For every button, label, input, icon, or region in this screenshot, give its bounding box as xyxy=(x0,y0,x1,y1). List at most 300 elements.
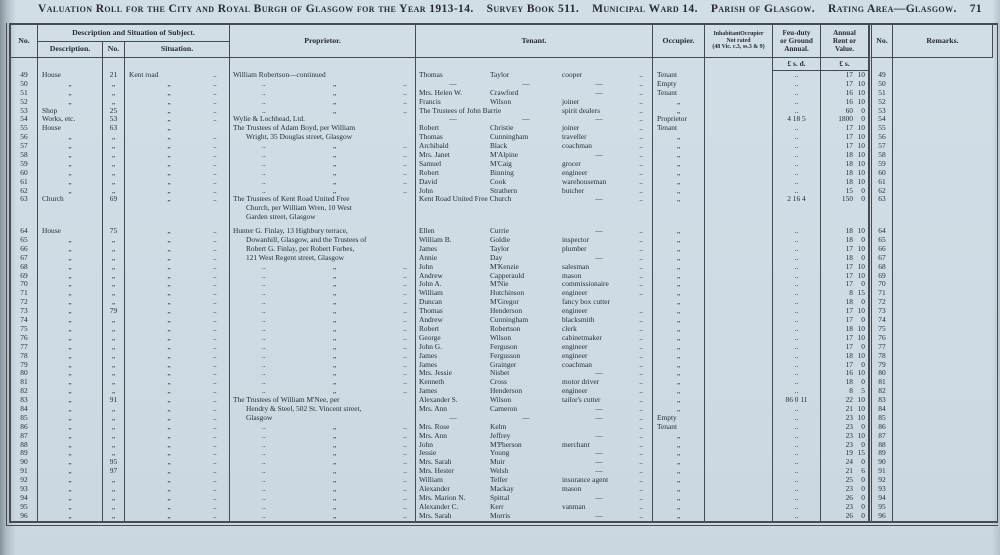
cell-tenant: Robert Robertson clerk .. xyxy=(416,325,653,334)
cell-proprietor: .. „ .. xyxy=(230,423,416,432)
cell-proprietor: .. „ .. xyxy=(230,343,416,352)
cell-feu-duty: .. xyxy=(773,142,821,151)
cell-remarks xyxy=(893,352,993,361)
cell-house-no: „ xyxy=(103,98,125,107)
cell-proprietor: .. „ .. xyxy=(230,458,416,467)
cell-no: 55 xyxy=(11,124,38,133)
cell-tenant: — — — .. xyxy=(416,115,653,124)
cell-no: 83 xyxy=(11,396,38,405)
table-row xyxy=(11,343,997,352)
cell-feu-duty: .. xyxy=(773,503,821,512)
cell-row-no: 71 xyxy=(869,289,893,298)
table-row xyxy=(11,494,997,503)
cell-row-no: 92 xyxy=(869,476,893,485)
cell-description: House xyxy=(38,124,103,133)
cell-tenant: William B. Goldie inspector .. xyxy=(416,236,653,245)
cell-tenant: Duncan M'Gregor fancy box cutter xyxy=(416,298,653,307)
cell-inhabitant-occupier xyxy=(705,441,773,450)
cell-situation: „ .. xyxy=(125,142,230,151)
table-row xyxy=(11,352,997,361)
cell-proprietor: .. „ .. xyxy=(230,280,416,289)
cell-proprietor: .. „ .. xyxy=(230,263,416,272)
cell-house-no: „ xyxy=(103,187,125,196)
cell-tenant: John Strathern butcher .. xyxy=(416,187,653,196)
cell-remarks xyxy=(893,414,993,423)
title-parish: Parish of Glasgow. xyxy=(710,3,816,15)
cell-no: 62 xyxy=(11,187,38,196)
cell-remarks xyxy=(893,503,993,512)
cell-house-no: „ xyxy=(103,245,125,254)
cell-inhabitant-occupier xyxy=(705,254,773,263)
cell-description: „ xyxy=(38,467,103,476)
cell-inhabitant-occupier xyxy=(705,195,773,204)
cell-feu-duty: .. xyxy=(773,298,821,307)
cell-inhabitant-occupier xyxy=(705,467,773,476)
cell-annual-rent: 16 10 xyxy=(821,98,869,107)
cell-no: 56 xyxy=(11,133,38,142)
cell-inhabitant-occupier xyxy=(705,98,773,107)
cell-occupier: Tenant xyxy=(653,89,705,98)
table-row xyxy=(11,227,997,236)
cell-description: „ xyxy=(38,405,103,414)
cell-row-no: 49 xyxy=(869,71,893,80)
cell-description: „ xyxy=(38,245,103,254)
cell-situation: „ .. xyxy=(125,107,230,116)
cell-annual-rent: 17 10 xyxy=(821,71,869,80)
cell-proprietor: .. „ .. xyxy=(230,98,416,107)
cell-row-no: 96 xyxy=(869,512,893,521)
cell-house-no: „ xyxy=(103,272,125,281)
table-row xyxy=(11,98,997,107)
cell-remarks xyxy=(893,107,993,116)
page-title xyxy=(38,3,982,15)
cell-annual-rent: 17 10 xyxy=(821,272,869,281)
table-row xyxy=(11,307,997,316)
cell-proprietor: Hendry & Steel, 502 St. Vincent street, xyxy=(230,405,416,414)
header-remarks: Remarks. xyxy=(893,25,993,58)
cell-proprietor: .. „ .. xyxy=(230,361,416,370)
cell-inhabitant-occupier xyxy=(705,204,773,213)
cell-feu-duty: .. xyxy=(773,449,821,458)
cell-proprietor: Glasgow xyxy=(230,414,416,423)
table-row xyxy=(11,512,997,521)
cell-inhabitant-occupier xyxy=(705,71,773,80)
cell-remarks xyxy=(893,432,993,441)
cell-occupier: „ xyxy=(653,133,705,142)
cell-proprietor: .. „ .. xyxy=(230,187,416,196)
cell-house-no: 21 xyxy=(103,71,125,80)
table-row xyxy=(11,89,997,98)
cell-remarks xyxy=(893,160,993,169)
cell-occupier: „ xyxy=(653,396,705,405)
cell-annual-rent: 18 10 xyxy=(821,178,869,187)
cell-feu-duty: .. xyxy=(773,89,821,98)
cell-occupier: „ xyxy=(653,236,705,245)
cell-feu-duty: .. xyxy=(773,80,821,89)
cell-remarks xyxy=(893,142,993,151)
cell-proprietor: .. „ .. xyxy=(230,142,416,151)
cell-occupier: „ xyxy=(653,343,705,352)
cell-feu-duty: 2 16 4 xyxy=(773,195,821,204)
cell-tenant: Annie Day — .. xyxy=(416,254,653,263)
cell-occupier: „ xyxy=(653,432,705,441)
cell-tenant: David Cook warehouseman .. xyxy=(416,178,653,187)
cell-inhabitant-occupier xyxy=(705,396,773,405)
cell-remarks xyxy=(893,307,993,316)
cell-situation: „ .. xyxy=(125,396,230,405)
cell-annual-rent: 19 15 xyxy=(821,449,869,458)
cell-remarks xyxy=(893,245,993,254)
cell-occupier: „ xyxy=(653,476,705,485)
cell-inhabitant-occupier xyxy=(705,133,773,142)
cell-row-no: 82 xyxy=(869,387,893,396)
cell-row-no: 89 xyxy=(869,449,893,458)
cell-feu-duty: .. xyxy=(773,289,821,298)
cell-occupier: „ xyxy=(653,494,705,503)
cell-description: „ xyxy=(38,494,103,503)
cell-annual-rent: 18 0 xyxy=(821,378,869,387)
cell-situation: „ .. xyxy=(125,449,230,458)
cell-description: „ xyxy=(38,142,103,151)
header-occupier: Occupier. xyxy=(653,25,705,58)
cell-feu-duty: .. xyxy=(773,378,821,387)
cell-inhabitant-occupier xyxy=(705,512,773,521)
cell-house-no: „ xyxy=(103,512,125,521)
cell-no: 80 xyxy=(11,369,38,378)
cell-proprietor: .. „ .. xyxy=(230,503,416,512)
cell-row-no: 88 xyxy=(869,441,893,450)
cell-occupier: „ xyxy=(653,467,705,476)
cell-house-no: 63 xyxy=(103,124,125,133)
cell-inhabitant-occupier xyxy=(705,280,773,289)
cell-tenant: Kent Road United Free Church — .. xyxy=(416,195,653,204)
table-row xyxy=(11,441,997,450)
cell-no: 79 xyxy=(11,361,38,370)
cell-description: „ xyxy=(38,272,103,281)
cell-situation: „ .. xyxy=(125,414,230,423)
cell-description: „ xyxy=(38,512,103,521)
cell-occupier: „ xyxy=(653,289,705,298)
cell-no: 63 xyxy=(11,195,38,204)
cell-proprietor: .. „ .. xyxy=(230,80,416,89)
cell-proprietor: .. „ .. xyxy=(230,160,416,169)
cell-description: „ xyxy=(38,236,103,245)
cell-situation: „ xyxy=(125,124,230,133)
cell-occupier: „ xyxy=(653,151,705,160)
cell-remarks xyxy=(893,263,993,272)
cell-no: 53 xyxy=(11,107,38,116)
cell-no: 70 xyxy=(11,280,38,289)
cell-remarks xyxy=(893,169,993,178)
cell-house-no: „ xyxy=(103,449,125,458)
cell-feu-duty: .. xyxy=(773,467,821,476)
cell-row-no: 76 xyxy=(869,334,893,343)
cell-situation: „ .. xyxy=(125,361,230,370)
cell-house-no: „ xyxy=(103,89,125,98)
cell-row-no xyxy=(869,213,893,222)
cell-description: House xyxy=(38,227,103,236)
table-row xyxy=(11,476,997,485)
cell-tenant xyxy=(416,213,653,222)
cell-house-no: „ xyxy=(103,169,125,178)
cell-row-no: 79 xyxy=(869,361,893,370)
cell-row-no: 58 xyxy=(869,151,893,160)
cell-house-no: 75 xyxy=(103,227,125,236)
cell-feu-duty: .. xyxy=(773,369,821,378)
cell-occupier: „ xyxy=(653,263,705,272)
cell-situation: „ .. xyxy=(125,245,230,254)
cell-situation: „ .. xyxy=(125,195,230,204)
cell-remarks xyxy=(893,236,993,245)
cell-house-no: „ xyxy=(103,369,125,378)
cell-remarks xyxy=(893,151,993,160)
cell-house-no: „ xyxy=(103,352,125,361)
cell-feu-duty: .. xyxy=(773,361,821,370)
cell-description: Church xyxy=(38,195,103,204)
cell-house-no: 91 xyxy=(103,396,125,405)
cell-row-no: 57 xyxy=(869,142,893,151)
cell-description: „ xyxy=(38,133,103,142)
table-row xyxy=(11,396,997,405)
cell-no: 67 xyxy=(11,254,38,263)
table-row xyxy=(11,458,997,467)
cell-no: 54 xyxy=(11,115,38,124)
cell-annual-rent: 17 0 xyxy=(821,343,869,352)
cell-situation: „ .. xyxy=(125,254,230,263)
cell-situation: „ .. xyxy=(125,352,230,361)
cell-tenant: John G. Ferguson engineer .. xyxy=(416,343,653,352)
cell-proprietor: .. „ .. xyxy=(230,107,416,116)
header-no2: No. xyxy=(869,25,893,58)
ledger-body xyxy=(11,71,997,521)
cell-occupier: „ xyxy=(653,169,705,178)
cell-tenant: Archibald Black coachman .. xyxy=(416,142,653,151)
cell-no: 68 xyxy=(11,263,38,272)
cell-proprietor: .. „ .. xyxy=(230,352,416,361)
cell-remarks xyxy=(893,80,993,89)
cell-tenant: Mrs. Janet M'Alpine — .. xyxy=(416,151,653,160)
header-annual-rent: Annual Rent or Value. xyxy=(821,25,869,58)
cell-feu-duty: .. xyxy=(773,476,821,485)
cell-situation: „ .. xyxy=(125,227,230,236)
cell-inhabitant-occupier xyxy=(705,142,773,151)
cell-description: „ xyxy=(38,343,103,352)
cell-tenant: Samuel M'Caig grocer .. xyxy=(416,160,653,169)
cell-house-no: „ xyxy=(103,325,125,334)
table-row xyxy=(11,124,997,133)
cell-no: 77 xyxy=(11,343,38,352)
cell-row-no: 78 xyxy=(869,352,893,361)
cell-remarks xyxy=(893,71,993,80)
cell-tenant: Mrs. Sarah Morris — .. xyxy=(416,512,653,521)
table-row xyxy=(11,485,997,494)
cell-remarks xyxy=(893,361,993,370)
cell-remarks xyxy=(893,476,993,485)
cell-annual-rent: 26 0 xyxy=(821,494,869,503)
cell-description: „ xyxy=(38,316,103,325)
cell-house-no: „ xyxy=(103,289,125,298)
cell-no: 52 xyxy=(11,98,38,107)
cell-description: „ xyxy=(38,89,103,98)
cell-feu-duty: .. xyxy=(773,512,821,521)
cell-feu-duty: .. xyxy=(773,263,821,272)
title-rating-area: Rating Area—Glasgow. xyxy=(828,3,957,15)
cell-tenant: Mrs. Helen W. Crawford — .. xyxy=(416,89,653,98)
cell-inhabitant-occupier xyxy=(705,423,773,432)
rent-units: £ s. xyxy=(821,58,869,71)
table-row xyxy=(11,178,997,187)
cell-annual-rent: 8 5 xyxy=(821,387,869,396)
cell-tenant: James Henderson engineer .. xyxy=(416,387,653,396)
cell-feu-duty: 4 18 5 xyxy=(773,115,821,124)
cell-remarks xyxy=(893,195,993,204)
cell-row-no: 85 xyxy=(869,414,893,423)
cell-annual-rent: 17 10 xyxy=(821,263,869,272)
cell-tenant: Andrew Capperauld mason .. xyxy=(416,272,653,281)
cell-tenant: — — — .. xyxy=(416,80,653,89)
cell-feu-duty: .. xyxy=(773,98,821,107)
cell-proprietor: .. „ .. xyxy=(230,512,416,521)
table-row xyxy=(11,213,997,222)
cell-occupier: „ xyxy=(653,98,705,107)
cell-feu-duty: .. xyxy=(773,151,821,160)
cell-description: „ xyxy=(38,298,103,307)
cell-inhabitant-occupier xyxy=(705,124,773,133)
valuation-table xyxy=(6,23,998,526)
cell-remarks xyxy=(893,133,993,142)
cell-tenant: Francis Wilson joiner .. xyxy=(416,98,653,107)
cell-situation: „ .. xyxy=(125,272,230,281)
cell-tenant: Robert Christie joiner .. xyxy=(416,124,653,133)
cell-occupier: „ xyxy=(653,254,705,263)
cell-description: „ xyxy=(38,449,103,458)
cell-proprietor: The Trustees of Adam Boyd, per William xyxy=(230,124,416,133)
cell-feu-duty: .. xyxy=(773,272,821,281)
cell-situation: Kent road .. xyxy=(125,71,230,80)
cell-remarks xyxy=(893,449,993,458)
cell-feu-duty: .. xyxy=(773,387,821,396)
cell-remarks xyxy=(893,124,993,133)
table-row xyxy=(11,142,997,151)
cell-tenant: Ellen Currie — .. xyxy=(416,227,653,236)
cell-house-no: „ xyxy=(103,142,125,151)
cell-situation: „ .. xyxy=(125,458,230,467)
cell-inhabitant-occupier xyxy=(705,352,773,361)
cell-occupier: „ xyxy=(653,160,705,169)
cell-house-no: „ xyxy=(103,361,125,370)
cell-occupier: „ xyxy=(653,227,705,236)
cell-situation: „ .. xyxy=(125,187,230,196)
cell-situation: „ .. xyxy=(125,236,230,245)
cell-tenant: Robert Binning engineer .. xyxy=(416,169,653,178)
cell-proprietor: Church, per William Wren, 10 West xyxy=(230,204,416,213)
header-inhabitant-occupier: InhabitantOccupier Not rated (48 Vic. c.3, ss.3 & 9) xyxy=(705,25,773,58)
cell-inhabitant-occupier xyxy=(705,449,773,458)
cell-annual-rent: 17 10 xyxy=(821,142,869,151)
cell-feu-duty: .. xyxy=(773,405,821,414)
cell-no: 89 xyxy=(11,449,38,458)
cell-occupier: „ xyxy=(653,387,705,396)
cell-row-no: 74 xyxy=(869,316,893,325)
cell-remarks xyxy=(893,441,993,450)
cell-inhabitant-occupier xyxy=(705,187,773,196)
cell-occupier: „ xyxy=(653,503,705,512)
cell-no xyxy=(11,204,38,213)
cell-description: Works, etc. xyxy=(38,115,103,124)
cell-tenant: Mrs. Ann Cameron — .. xyxy=(416,405,653,414)
cell-proprietor: .. „ .. xyxy=(230,432,416,441)
cell-tenant: Thomas Taylor cooper .. xyxy=(416,71,653,80)
title-main: Valuation Roll for the City and Royal Burgh of Glasgow for the Year 1913-14. xyxy=(38,3,474,15)
cell-tenant: Kenneth Cross motor driver .. xyxy=(416,378,653,387)
cell-situation: „ .. xyxy=(125,80,230,89)
cell-feu-duty: .. xyxy=(773,343,821,352)
cell-remarks xyxy=(893,512,993,521)
cell-annual-rent: 150 0 xyxy=(821,195,869,204)
cell-no: 96 xyxy=(11,512,38,521)
cell-occupier: „ xyxy=(653,352,705,361)
cell-feu-duty: .. xyxy=(773,334,821,343)
cell-description: „ xyxy=(38,432,103,441)
cell-house-no: „ xyxy=(103,485,125,494)
cell-no: 85 xyxy=(11,414,38,423)
cell-no: 51 xyxy=(11,89,38,98)
cell-tenant: John M'Pherson merchant .. xyxy=(416,441,653,450)
cell-no: 72 xyxy=(11,298,38,307)
cell-inhabitant-occupier xyxy=(705,485,773,494)
cell-feu-duty: .. xyxy=(773,352,821,361)
cell-description: „ xyxy=(38,352,103,361)
cell-no: 93 xyxy=(11,485,38,494)
cell-annual-rent xyxy=(821,213,869,222)
cell-proprietor: .. „ .. xyxy=(230,476,416,485)
table-row xyxy=(11,361,997,370)
cell-inhabitant-occupier xyxy=(705,414,773,423)
cell-row-no: 94 xyxy=(869,494,893,503)
cell-occupier: Tenant xyxy=(653,71,705,80)
cell-inhabitant-occupier xyxy=(705,458,773,467)
cell-description: „ xyxy=(38,334,103,343)
cell-remarks xyxy=(893,298,993,307)
cell-feu-duty: .. xyxy=(773,107,821,116)
table-row xyxy=(11,405,997,414)
cell-annual-rent: 1800 0 xyxy=(821,115,869,124)
cell-no: 76 xyxy=(11,334,38,343)
cell-annual-rent: 24 0 xyxy=(821,458,869,467)
cell-occupier: „ xyxy=(653,458,705,467)
cell-description: Shop xyxy=(38,107,103,116)
cell-proprietor: Hunter G. Finlay, 13 Highbury terrace, xyxy=(230,227,416,236)
cell-house-no: „ xyxy=(103,387,125,396)
cell-tenant: George Wilson cabinetmaker .. xyxy=(416,334,653,343)
cell-no: 64 xyxy=(11,227,38,236)
cell-feu-duty: .. xyxy=(773,458,821,467)
cell-tenant: Mrs. Ann Jeffrey — .. xyxy=(416,432,653,441)
cell-feu-duty: .. xyxy=(773,325,821,334)
cell-row-no: 75 xyxy=(869,325,893,334)
cell-proprietor: .. „ .. xyxy=(230,325,416,334)
cell-no: 90 xyxy=(11,458,38,467)
page-number: 71 xyxy=(969,3,982,15)
table-row xyxy=(11,280,997,289)
cell-situation: „ .. xyxy=(125,467,230,476)
cell-row-no: 64 xyxy=(869,227,893,236)
cell-annual-rent: 17 10 xyxy=(821,80,869,89)
cell-description: „ xyxy=(38,98,103,107)
cell-description: „ xyxy=(38,254,103,263)
cell-proprietor: William Robertson—continued xyxy=(230,71,416,80)
cell-description: „ xyxy=(38,307,103,316)
